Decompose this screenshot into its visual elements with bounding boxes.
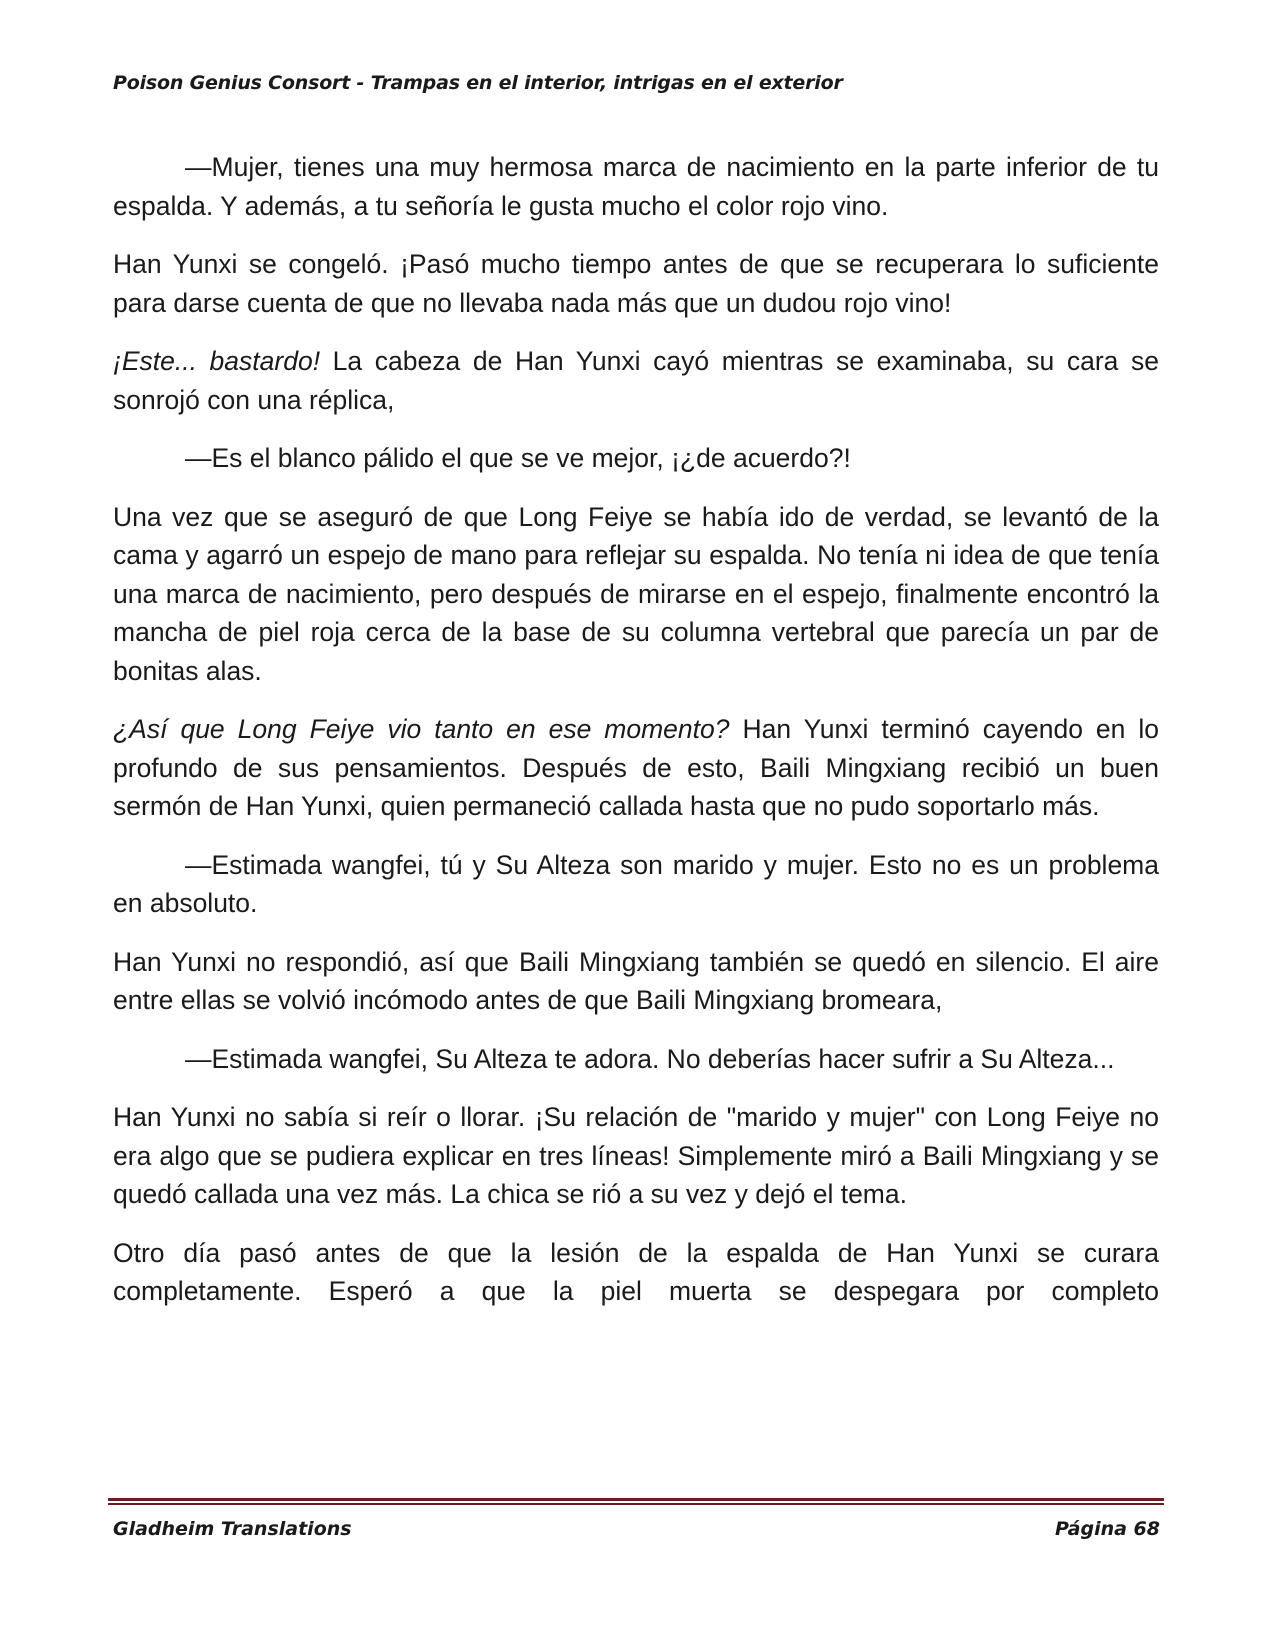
paragraph-2 — [113, 245, 1159, 322]
paragraph-6 — [113, 710, 1159, 826]
paragraph-text: Una vez que se aseguró de que Long Feiye se había ido de verdad, se levantó de la cama y agarró un espejo de mano para reflejar su espalda. No tenía ni idea de que tenía una marca de nacimiento, pero después de mirarse en el espejo, finalmente encontró la mancha de piel roja cerca de la base de su columna vertebral que parecía un par de bonitas alas. — [113, 501, 1159, 686]
paragraph-8 — [113, 943, 1159, 1020]
italic-thought: ¿Así que Long Feiye vio tanto en ese momento? — [113, 714, 730, 744]
paragraph-10 — [113, 1098, 1159, 1214]
paragraph-3 — [113, 342, 1159, 419]
page-header-title: Poison Genius Consort - Trampas en el interior, intrigas en el exterior — [113, 72, 843, 94]
paragraph-text: —Mujer, tienes una muy hermosa marca de nacimiento en la parte inferior de tu espalda. Y además, a tu señoría le gusta mucho el color rojo vino. — [113, 152, 1159, 221]
footer-rule-thin — [108, 1503, 1164, 1505]
footer-page-number: Página 68 — [1054, 1518, 1160, 1540]
paragraph-text: Otro día pasó antes de que la lesión de la espalda de Han Yunxi se curara completamente. Esperó a que la piel muerta se despegara por completo — [113, 1237, 1159, 1306]
paragraph-5 — [113, 498, 1159, 691]
paragraph-4 — [113, 439, 1159, 478]
paragraph-text: Han Yunxi se congeló. ¡Pasó mucho tiempo antes de que se recuperara lo suficiente para darse cuenta de que no llevaba nada más que un dudou rojo vino! — [113, 249, 1159, 318]
paragraph-text: Han Yunxi no sabía si reír o llorar. ¡Su relación de "marido y mujer" con Long Feiye no era algo que se pudiera explicar en tres líneas! Simplemente miró a Baili Mingxiang y se quedó callada una vez más. La chica se rió a su vez y dejó el tema. — [113, 1102, 1159, 1209]
paragraph-text: —Estimada wangfei, tú y Su Alteza son marido y mujer. Esto no es un problema en absoluto. — [113, 849, 1159, 918]
footer-translator: Gladheim Translations — [113, 1518, 352, 1540]
paragraph-text: —Estimada wangfei, Su Alteza te adora. No deberías hacer sufrir a Su Alteza... — [185, 1043, 1115, 1074]
paragraph-7 — [113, 846, 1159, 923]
body-text — [113, 148, 1159, 1331]
paragraph-11 — [113, 1234, 1159, 1311]
footer-rule-thick — [108, 1498, 1164, 1501]
italic-thought: ¡Este... bastardo! — [113, 346, 321, 376]
paragraph-text: Han Yunxi terminó cayendo en lo profundo de sus pensamientos. Después de esto, Baili Mingxiang recibió un buen sermón de Han Yunxi, quien permaneció callada hasta que no pudo soportarlo más. — [113, 714, 1159, 821]
paragraph-1 — [113, 148, 1159, 225]
paragraph-text: Han Yunxi no respondió, así que Baili Mingxiang también se quedó en silencio. El aire entre ellas se volvió incómodo antes de que Baili Mingxiang bromeara, — [113, 946, 1159, 1015]
paragraph-text: —Es el blanco pálido el que se ve mejor, ¡¿de acuerdo?! — [185, 443, 851, 473]
paragraph-9 — [113, 1040, 1159, 1079]
paragraph-text: La cabeza de Han Yunxi cayó mientras se examinaba, su cara se sonrojó con una réplica, — [113, 346, 1160, 415]
